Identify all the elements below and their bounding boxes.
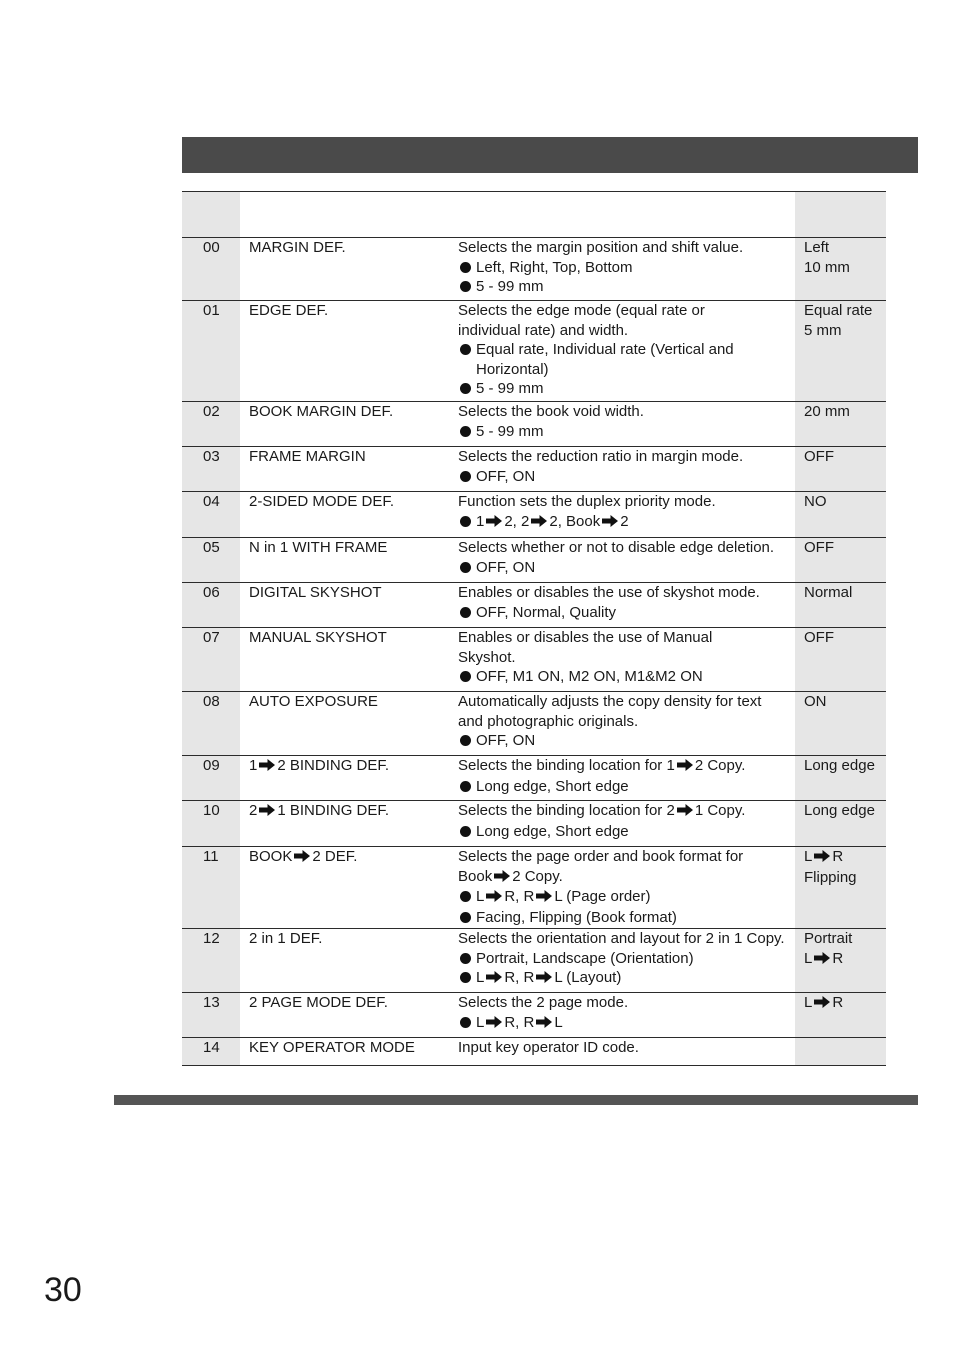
option-text: Long edge, Short edge (476, 777, 629, 795)
default-value: 5 mm (804, 321, 842, 339)
description-line: Selects the 2 page mode. (458, 994, 629, 1011)
default-value: Left (804, 239, 830, 256)
description-line: Selects the binding location for 1 2 Copy. (458, 756, 795, 777)
option-item (458, 731, 795, 751)
table-row (182, 402, 886, 447)
default-value: Normal (804, 584, 853, 601)
option-text: Long edge, Short edge (476, 822, 629, 840)
default-setting (795, 583, 886, 628)
bullet-icon (460, 471, 471, 482)
default-value: Equal rate (804, 302, 873, 319)
bullet-icon (460, 781, 471, 792)
bullet-icon (460, 281, 471, 292)
description-line: Skyshot. (458, 648, 516, 666)
table-row (182, 301, 886, 402)
row-number: 00 (182, 238, 240, 301)
setting-name: 2 1 BINDING DEF. (240, 801, 449, 847)
description-line: Function sets the duplex priority mode. (458, 493, 716, 510)
option-item (458, 558, 795, 578)
row-number: 01 (182, 301, 240, 402)
default-setting (795, 692, 886, 756)
section-footer-bar (114, 1095, 918, 1105)
setting-name: DIGITAL SKYSHOT (240, 583, 449, 628)
table-row (182, 692, 886, 756)
right-arrow-icon (536, 888, 552, 908)
table-row (182, 628, 886, 692)
option-item (458, 667, 795, 687)
setting-name: MANUAL SKYSHOT (240, 628, 449, 692)
setting-name: FRAME MARGIN (240, 447, 449, 492)
option-item (458, 908, 795, 928)
option-item (458, 603, 795, 623)
bullet-icon (460, 671, 471, 682)
row-number: 11 (182, 847, 240, 929)
option-item (458, 949, 795, 969)
table-row (182, 492, 886, 538)
bullet-icon (460, 516, 471, 527)
row-number: 07 (182, 628, 240, 692)
table-row (182, 538, 886, 583)
settings-table (182, 191, 886, 1066)
table-row (182, 801, 886, 847)
row-number: 13 (182, 993, 240, 1038)
description-line: Enables or disables the use of Manual (458, 629, 713, 646)
setting-name: 1 2 BINDING DEF. (240, 756, 449, 801)
bullet-icon (460, 607, 471, 618)
table-row (182, 993, 886, 1038)
bullet-icon (460, 262, 471, 273)
option-text: 5 - 99 mm (476, 278, 544, 295)
bullet-icon (460, 891, 471, 902)
right-arrow-icon (677, 757, 693, 777)
bullet-icon (460, 562, 471, 573)
setting-name: N in 1 WITH FRAME (240, 538, 449, 583)
setting-name: 2-SIDED MODE DEF. (240, 492, 449, 538)
default-value: L R (804, 949, 886, 970)
option-text: Equal rate, Individual rate (Vertical and Horizontal) (476, 341, 734, 378)
setting-name: MARGIN DEF. (240, 238, 449, 301)
table-row (182, 238, 886, 301)
table-body (182, 238, 886, 1066)
option-text: OFF, ON (476, 467, 536, 485)
description-line: Selects the margin position and shift value. (458, 239, 744, 256)
row-number: 04 (182, 492, 240, 538)
row-number: 06 (182, 583, 240, 628)
right-arrow-icon (814, 994, 830, 1014)
bullet-icon (460, 344, 471, 355)
row-number: 03 (182, 447, 240, 492)
description-line: Selects whether or not to disable edge deletion. (458, 539, 775, 556)
bullet-icon (460, 953, 471, 964)
table-row (182, 1038, 886, 1066)
bullet-icon (460, 735, 471, 746)
option-item (458, 258, 795, 278)
description-line: Enables or disables the use of skyshot mode. (458, 584, 760, 601)
setting-name: BOOK MARGIN DEF. (240, 402, 449, 447)
default-value: ON (804, 693, 827, 710)
default-setting (795, 628, 886, 692)
setting-name: KEY OPERATOR MODE (240, 1038, 449, 1066)
option-item (458, 822, 795, 842)
table-row (182, 756, 886, 801)
default-value: 20 mm (804, 403, 850, 420)
option-text: 1 2, 2 2, Book 2 (476, 512, 795, 533)
bullet-icon (460, 383, 471, 394)
right-arrow-icon (536, 1014, 552, 1034)
right-arrow-icon (486, 1014, 502, 1034)
setting-description (449, 238, 795, 301)
setting-description (449, 301, 795, 402)
default-value: NO (804, 493, 827, 510)
default-setting (795, 402, 886, 447)
bullet-icon (460, 1017, 471, 1028)
option-item (458, 379, 795, 399)
row-number: 05 (182, 538, 240, 583)
setting-description (449, 492, 795, 538)
option-text: L R, R L (Layout) (476, 968, 795, 989)
right-arrow-icon (536, 969, 552, 989)
option-text: L R, R L (476, 1013, 795, 1034)
row-number: 09 (182, 756, 240, 801)
option-text: Left, Right, Top, Bottom (476, 258, 633, 276)
bullet-icon (460, 912, 471, 923)
header-cell-number (182, 192, 240, 238)
setting-description (449, 847, 795, 929)
right-arrow-icon (602, 513, 618, 533)
description-line: Book 2 Copy. (458, 867, 795, 888)
table-header-row (182, 192, 886, 238)
description-line: individual rate) and width. (458, 321, 629, 339)
header-cell-name (240, 192, 449, 238)
description-line: Input key operator ID code. (458, 1039, 639, 1056)
default-setting (795, 993, 886, 1038)
table-row (182, 583, 886, 628)
setting-description (449, 402, 795, 447)
option-text: 5 - 99 mm (476, 422, 544, 440)
default-value: Long edge (804, 802, 875, 819)
header-cell-default (795, 192, 886, 238)
option-text: Portrait, Landscape (Orientation) (476, 949, 694, 967)
table-row (182, 847, 886, 929)
right-arrow-icon (259, 757, 275, 777)
setting-description (449, 628, 795, 692)
option-text: OFF, Normal, Quality (476, 603, 617, 621)
option-item (458, 340, 795, 379)
default-setting (795, 847, 886, 929)
option-item (458, 777, 795, 797)
bullet-icon (460, 972, 471, 983)
right-arrow-icon (486, 513, 502, 533)
option-text: OFF, M1 ON, M2 ON, M1&M2 ON (476, 668, 703, 685)
setting-name: AUTO EXPOSURE (240, 692, 449, 756)
default-setting (795, 756, 886, 801)
right-arrow-icon (531, 513, 547, 533)
option-item (458, 467, 795, 487)
default-value: L R (804, 847, 886, 868)
row-number: 12 (182, 929, 240, 993)
setting-description (449, 583, 795, 628)
description-line: Selects the binding location for 2 1 Copy. (458, 801, 795, 822)
default-value: OFF (804, 448, 834, 465)
section-header-bar (182, 137, 918, 173)
default-value: Portrait (804, 930, 853, 947)
default-setting (795, 492, 886, 538)
setting-description (449, 801, 795, 847)
default-setting (795, 1038, 886, 1066)
default-setting (795, 538, 886, 583)
default-value: 10 mm (804, 258, 850, 276)
option-text: 5 - 99 mm (476, 380, 544, 397)
default-value: OFF (804, 539, 834, 556)
description-line: Selects the book void width. (458, 403, 644, 420)
default-value: L R (804, 993, 886, 1014)
right-arrow-icon (486, 969, 502, 989)
table-row (182, 929, 886, 993)
option-text: OFF, ON (476, 558, 536, 576)
setting-name: 2 in 1 DEF. (240, 929, 449, 993)
description-line: Selects the edge mode (equal rate or (458, 302, 705, 319)
option-text: L R, R L (Page order) (476, 887, 795, 908)
bullet-icon (460, 426, 471, 437)
setting-name: 2 PAGE MODE DEF. (240, 993, 449, 1038)
setting-name: BOOK 2 DEF. (240, 847, 449, 929)
default-setting (795, 301, 886, 402)
default-value: Flipping (804, 868, 857, 886)
option-item (458, 277, 795, 297)
option-item (458, 422, 795, 442)
default-setting (795, 447, 886, 492)
option-text: OFF, ON (476, 732, 536, 749)
bullet-icon (460, 826, 471, 837)
description-line: and photographic originals. (458, 712, 639, 730)
right-arrow-icon (259, 802, 275, 822)
option-item (458, 968, 795, 989)
default-value: Long edge (804, 757, 875, 774)
row-number: 10 (182, 801, 240, 847)
right-arrow-icon (486, 888, 502, 908)
page-number: 30 (44, 1271, 82, 1309)
right-arrow-icon (814, 950, 830, 970)
setting-description (449, 1038, 795, 1066)
default-setting (795, 929, 886, 993)
default-setting (795, 238, 886, 301)
option-item (458, 512, 795, 533)
description-line: Selects the reduction ratio in margin mode. (458, 448, 744, 465)
description-line: Selects the page order and book format for (458, 848, 744, 865)
right-arrow-icon (814, 848, 830, 868)
row-number: 02 (182, 402, 240, 447)
description-line: Selects the orientation and layout for 2 in 1 Copy. (458, 930, 785, 947)
description-line: Automatically adjusts the copy density for text (458, 693, 762, 710)
option-item (458, 1013, 795, 1034)
table-row (182, 447, 886, 492)
default-value: OFF (804, 629, 834, 646)
header-cell-description (449, 192, 795, 238)
row-number: 14 (182, 1038, 240, 1066)
right-arrow-icon (294, 848, 310, 868)
row-number: 08 (182, 692, 240, 756)
option-item (458, 887, 795, 908)
setting-description (449, 993, 795, 1038)
setting-description (449, 756, 795, 801)
right-arrow-icon (677, 802, 693, 822)
setting-name: EDGE DEF. (240, 301, 449, 402)
setting-description (449, 929, 795, 993)
default-setting (795, 801, 886, 847)
setting-description (449, 692, 795, 756)
setting-description (449, 447, 795, 492)
setting-description (449, 538, 795, 583)
option-text: Facing, Flipping (Book format) (476, 908, 677, 926)
right-arrow-icon (494, 868, 510, 888)
